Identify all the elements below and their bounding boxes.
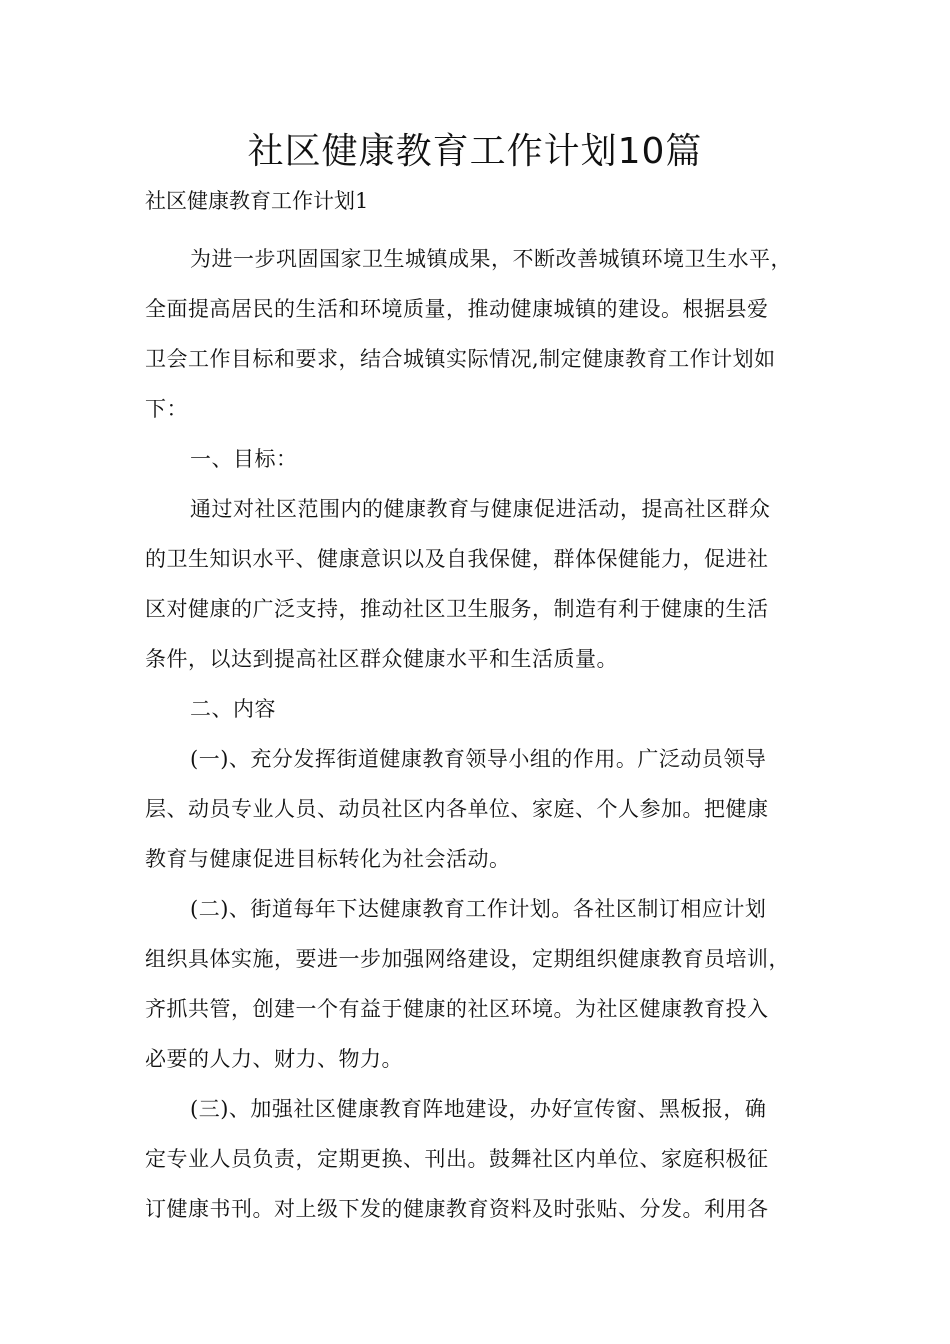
paragraph-line: 必要的人力、财力、物力。 — [145, 1047, 403, 1071]
section-subtitle: 社区健康教育工作计划1 — [145, 189, 369, 213]
paragraph-line: 组织具体实施，要进一步加强网络建设，定期组织健康教育员培训， — [145, 947, 790, 971]
paragraph-line: 一、目标： — [190, 447, 298, 471]
body-paragraph — [145, 1084, 813, 1234]
paragraph-line: (三)、加强社区健康教育阵地建设，办好宣传窗、黑板报，确 — [190, 1097, 767, 1121]
paragraph-line: 教育与健康促进目标转化为社会活动。 — [145, 847, 511, 871]
paragraph-line: 下： — [145, 397, 188, 421]
paragraph-line: 层、动员专业人员、动员社区内各单位、家庭、个人参加。把健康 — [145, 797, 769, 821]
paragraph-line: 卫会工作目标和要求，结合城镇实际情况,制定健康教育工作计划如 — [145, 347, 776, 371]
paragraph-line: (二)、街道每年下达健康教育工作计划。各社区制订相应计划 — [190, 897, 767, 921]
body-paragraph — [145, 884, 813, 1084]
body-paragraph — [145, 234, 813, 434]
body-paragraph — [145, 684, 813, 734]
paragraph-line: 定专业人员负责，定期更换、刊出。鼓舞社区内单位、家庭积极征 — [145, 1147, 769, 1171]
paragraph-line: 齐抓共管，创建一个有益于健康的社区环境。为社区健康教育投入 — [145, 997, 769, 1021]
body-paragraph — [145, 484, 813, 684]
paragraph-line: 二、内容 — [190, 697, 276, 721]
paragraph-line: 通过对社区范围内的健康教育与健康促进活动，提高社区群众 — [190, 497, 771, 521]
paragraph-line: 订健康书刊。对上级下发的健康教育资料及时张贴、分发。利用各 — [145, 1197, 769, 1221]
paragraph-line: (一)、充分发挥街道健康教育领导小组的作用。广泛动员领导 — [190, 747, 767, 771]
paragraph-line: 条件，以达到提高社区群众健康水平和生活质量。 — [145, 647, 618, 671]
paragraph-line: 为进一步巩固国家卫生城镇成果，不断改善城镇环境卫生水平， — [190, 247, 792, 271]
body-paragraph — [145, 734, 813, 884]
document-title: 社区健康教育工作计划10篇 — [247, 131, 703, 172]
paragraph-line: 的卫生知识水平、健康意识以及自我保健，群体保健能力，促进社 — [145, 547, 769, 571]
paragraph-line: 全面提高居民的生活和环境质量，推动健康城镇的建设。根据县爱 — [145, 297, 769, 321]
document-body — [145, 234, 813, 1234]
body-paragraph — [145, 434, 813, 484]
paragraph-line: 区对健康的广泛支持，推动社区卫生服务，制造有利于健康的生活 — [145, 597, 769, 621]
